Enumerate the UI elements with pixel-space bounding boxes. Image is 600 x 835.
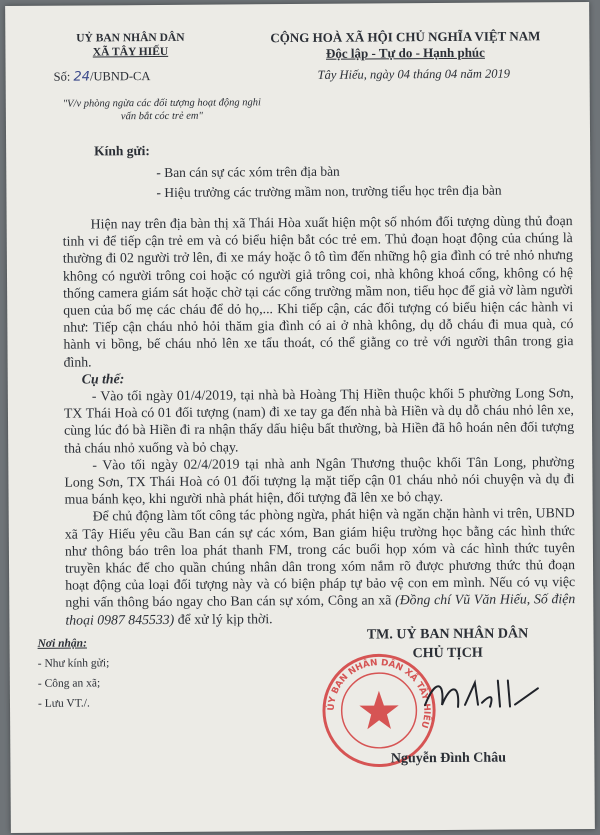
- document-number: Số: 24/UBND-CA: [53, 69, 151, 85]
- salutation: Kính gửi:: [94, 143, 150, 159]
- svg-text:ỦY BAN NHÂN DÂN XÃ TÂY HIẾU: ỦY BAN NHÂN DÂN XÃ TÂY HIẾU: [326, 658, 432, 730]
- paragraph-2: - Vào tối ngày 01/4/2019, tại nhà bà Hoàng Thị Hiền thuộc khối 5 phường Long Sơn, TX Thái Hoà có 01 đối tượng (nam) đi xe tay ga đến nhà bà Hiền và dụ dỗ cháu nhỏ lên xe, cùng lúc đó bà Hiền đi ra nhận thấy dấu hiệu bất thường, bà Hiền đã hô hoán nên đối tượng thả cháu nhỏ xuống và bỏ chạy.: [63, 385, 575, 456]
- nation-motto: Độc lập - Tự do - Hạnh phúc: [325, 44, 485, 61]
- recipient-1: - Ban cán sự các xóm trên địa bàn: [156, 163, 340, 180]
- document-number-handwritten: 24: [73, 69, 91, 85]
- distribution-list: [38, 633, 110, 713]
- authority-line-1: UỶ BAN NHÂN DÂN: [76, 31, 185, 45]
- section-heading: Cụ thể:: [81, 371, 125, 387]
- distribution-item: - Lưu VT./.: [37, 697, 90, 710]
- distribution-item: - Công an xã;: [37, 677, 101, 690]
- nation-name: CỘNG HOÀ XÃ HỘI CHỦ NGHĨA VIỆT NAM: [270, 28, 541, 46]
- paragraph-4: Để chủ động làm tốt công tác phòng ngừa, phát hiện và ngăn chặn hành vi trên, UBND xã Tây Hiếu yêu cầu Ban cán sự các xóm, Ban giám hiệu trường học bằng các hình thức như thông báo trên loa phát thanh FM, trong các buổi họp xóm và các hình thức tuyên truyền khác để cho quần chúng nhân dân trong xóm nắm rõ được phương thức thủ đoạn hoạt động của loại đối tượng này và có biện pháp tự bảo vệ con em mình. Nếu có vụ việc nghi vấn thông báo ngay cho Ban cán sự xóm, Công an xã (Đồng chí Vũ Văn Hiếu, Số điện thoại 0987 845533) để xử lý kịp thời.: [64, 505, 576, 628]
- distribution-item: - Như kính gửi;: [37, 657, 110, 670]
- document-page: [5, 2, 595, 833]
- distribution-title: Nơi nhận:: [37, 637, 87, 650]
- national-header: [235, 28, 575, 62]
- authority-line-2: XÃ TÂY HIẾU: [92, 45, 169, 59]
- issue-date: Tây Hiếu, ngày 04 tháng 04 năm 2019: [317, 66, 511, 82]
- contact-info: (Đồng chí Vũ Văn Hiếu, Số điện thoại 0987 845533): [65, 591, 576, 628]
- paragraph-1: Hiện nay trên địa bàn thị xã Thái Hòa xuất hiện một số nhóm đối tượng dùng thủ đoạn tinh vi để tiếp cận trẻ em và có biểu hiện bắt cóc trẻ em. Thủ đoạn hoạt động của chúng là thường đi 02 người trở lên, đi xe máy hoặc ô tô tìm đến những hộ gia đình có trẻ nhỏ nhưng không có người trông coi hoặc có người giả trông coi, nhà không khoá cổng, không có hệ thống camera giám sát hoặc chờ tại các cổng trường mầm non, tiểu học để giả vờ làm người quen của bố mẹ các cháu để dỏ họ,... Khi tiếp cận, các đối tượng có biểu hiện các hành vi như: Tiếp cận cháu nhỏ hỏi thăm gia đình có ai ở nhà không, dụ dỗ cháu đi mua quà, có hành vi bồng, bế cháu nhỏ lên xe tẩu thoát, có thể giằng co trẻ với người thân trong gia đình.: [62, 213, 574, 370]
- signature-title: CHỦ TỊCH: [412, 645, 483, 662]
- paragraph-3: - Vào tối ngày 02/4/2019 tại nhà anh Ngân Thương thuộc khối Tân Long, phường Long Sơn, TX Thái Hoà có 01 đối tượng lạ mặt tiếp cận 01 cháu nhỏ nói chuyện và dụ đi mua bánh kẹo, khi người nhà phát hiện, đối tượng đã lên xe bỏ chạy.: [64, 453, 575, 507]
- handwritten-signature: [420, 674, 540, 715]
- issuing-authority: [45, 31, 215, 60]
- signature-organization: TM. UỶ BAN NHÂN DÂN: [366, 626, 529, 643]
- document-subject: "V/v phòng ngừa các đối tượng hoạt động nghi vấn bắt cóc trẻ em": [62, 97, 261, 123]
- document-body: [63, 212, 576, 628]
- recipient-2: - Hiệu trưởng các trường mầm non, trường tiểu học trên địa bàn: [156, 182, 502, 200]
- signer-name: Nguyễn Đình Châu: [390, 750, 507, 767]
